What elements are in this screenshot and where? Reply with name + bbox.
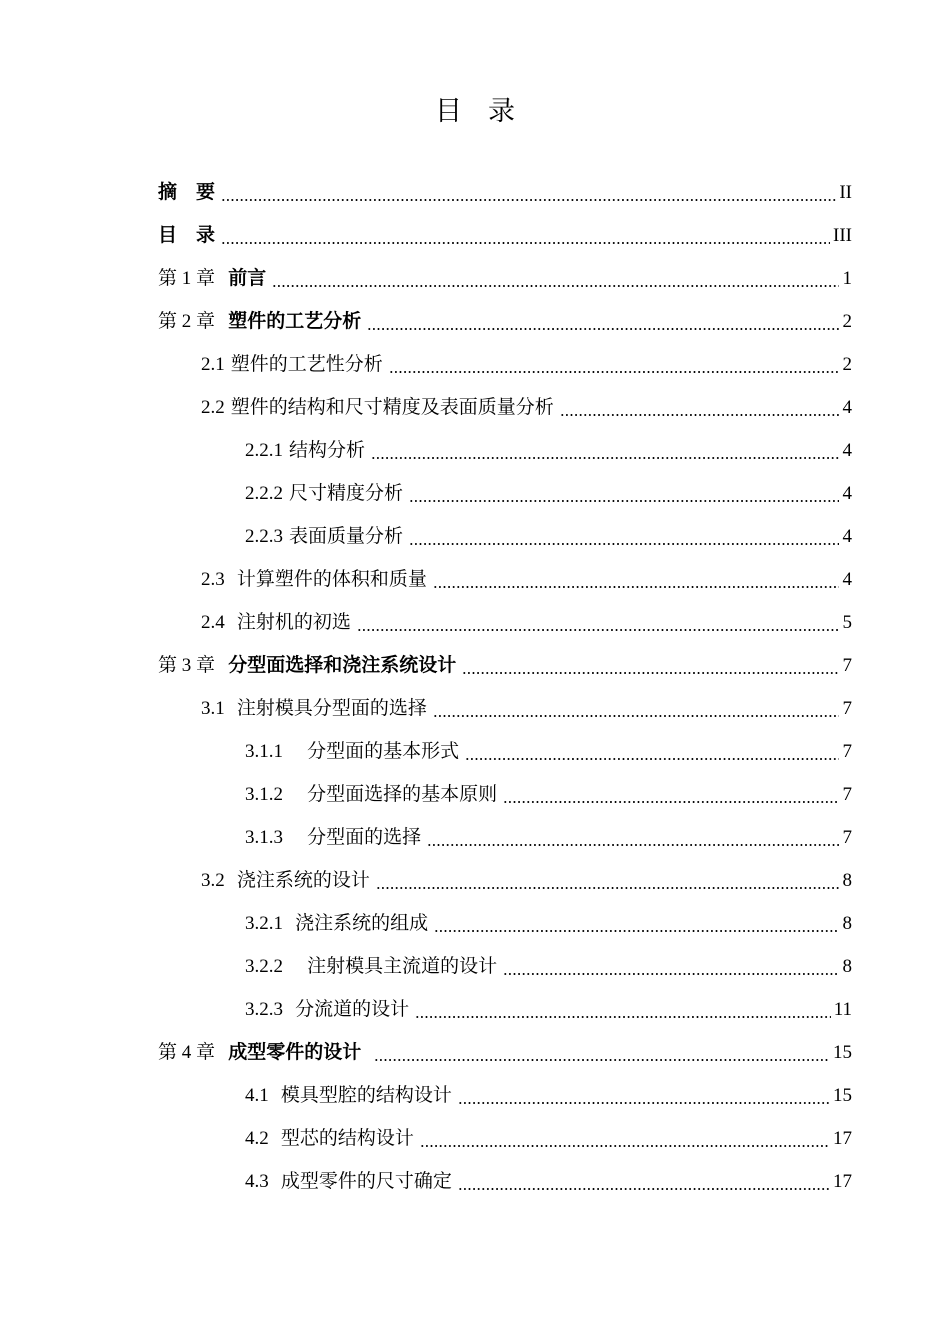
toc-entry-number: 3.2.2: [245, 956, 283, 977]
toc-entry[interactable]: [0, 816, 950, 859]
toc-entry-title: [245, 1117, 414, 1160]
toc-dot-leader: [374, 1059, 830, 1061]
toc-dot-leader: [433, 586, 839, 588]
toc-entry-title: [245, 429, 365, 472]
toc-page-number: 4: [842, 569, 852, 590]
toc-entry[interactable]: [0, 1117, 950, 1160]
toc-entry-label: 塑件的工艺性分析: [224, 353, 383, 375]
toc-entry-title: [245, 816, 421, 859]
toc-entry[interactable]: [0, 300, 950, 343]
toc-entry-number: 2.4: [201, 612, 225, 633]
toc-entry-number: 第 4 章: [158, 1042, 216, 1063]
toc-entry-number: 2.2.3: [245, 526, 283, 547]
page-title: [0, 92, 950, 132]
toc-page-number: 15: [833, 1085, 852, 1106]
toc-entry-title: [245, 730, 459, 773]
toc-entry-title: [245, 472, 403, 515]
toc-entry-label: 成型零件的设计: [215, 1041, 368, 1063]
toc-dot-leader: [503, 973, 839, 975]
toc-dot-leader: [272, 285, 839, 287]
toc-dot-leader: [415, 1016, 831, 1018]
toc-entry-label: 分型面的选择: [283, 826, 422, 848]
toc-entry[interactable]: [0, 687, 950, 730]
toc-entry[interactable]: [0, 1031, 950, 1074]
toc-dot-leader: [409, 543, 839, 545]
toc-dot-leader: [433, 715, 839, 717]
toc-entry-number: 3.1.3: [245, 827, 283, 848]
toc-entry-label: 塑件的结构和尺寸精度及表面质量分析: [224, 396, 554, 418]
toc-entry[interactable]: [0, 257, 950, 300]
toc-entry[interactable]: [0, 859, 950, 902]
toc-dot-leader: [465, 758, 839, 760]
toc-dot-leader: [462, 672, 839, 674]
toc-page-number: 4: [842, 526, 852, 547]
toc-entry-number: 3.2: [201, 870, 225, 891]
toc-entry-number: 2.1: [201, 354, 225, 375]
toc-entry-title: [158, 300, 361, 343]
toc-entry[interactable]: [0, 386, 950, 429]
toc-entry-title: [201, 687, 427, 730]
toc-entry-label: 摘 要: [158, 181, 216, 203]
toc-entry-title: [245, 1160, 452, 1203]
toc-page-number: 7: [842, 655, 852, 676]
toc-entry[interactable]: [0, 988, 950, 1031]
toc-page-number: 1: [842, 268, 852, 289]
toc-entry-title: [245, 773, 497, 816]
toc-entry-label: 前言: [215, 267, 267, 289]
toc-page-number: 2: [842, 354, 852, 375]
toc-dot-leader: [503, 801, 839, 803]
toc-dot-leader: [560, 414, 839, 416]
toc-page-number: 2: [842, 311, 852, 332]
toc-dot-leader: [427, 844, 839, 846]
toc-entry[interactable]: [0, 945, 950, 988]
toc-entry-number: 2.3: [201, 569, 225, 590]
toc-entry[interactable]: [0, 730, 950, 773]
toc-entry[interactable]: [0, 515, 950, 558]
toc-entry-title: [158, 1031, 368, 1074]
toc-entry-title: [201, 558, 427, 601]
toc-entry-label: 注射机的初选: [224, 611, 351, 633]
toc-dot-leader: [409, 500, 839, 502]
toc-entry-title: [201, 386, 554, 429]
toc-entry[interactable]: [0, 343, 950, 386]
toc-entry[interactable]: [0, 773, 950, 816]
toc-page-number: 4: [842, 440, 852, 461]
table-of-contents: [0, 171, 950, 1203]
toc-entry-number: 第 1 章: [158, 268, 216, 289]
toc-dot-leader: [420, 1145, 830, 1147]
toc-page-number: 15: [833, 1042, 852, 1063]
toc-entry-label: 分型面的基本形式: [283, 740, 460, 762]
toc-entry-title: [245, 1074, 452, 1117]
toc-entry-label: 浇注系统的组成: [283, 912, 429, 934]
toc-entry[interactable]: [0, 644, 950, 687]
toc-entry[interactable]: [0, 1074, 950, 1117]
toc-entry-label: 计算塑件的体积和质量: [224, 568, 427, 590]
toc-entry-label: 注射模具主流道的设计: [283, 955, 498, 977]
toc-dot-leader: [434, 930, 839, 932]
toc-entry-label: 分型面选择的基本原则: [283, 783, 498, 805]
toc-entry-label: 成型零件的尺寸确定: [268, 1170, 452, 1192]
toc-page-number: III: [833, 225, 852, 246]
toc-entry-label: 塑件的工艺分析: [215, 310, 362, 332]
toc-entry-number: 2.2.1: [245, 440, 283, 461]
toc-entry-label: 分流道的设计: [283, 998, 410, 1020]
toc-entry[interactable]: [0, 214, 950, 257]
toc-page-number: 17: [833, 1128, 852, 1149]
toc-entry[interactable]: [0, 171, 950, 214]
toc-entry-title: [158, 214, 215, 257]
toc-page-number: 8: [842, 956, 852, 977]
toc-entry-title: [245, 902, 428, 945]
toc-dot-leader: [221, 242, 830, 244]
toc-page-number: 8: [842, 870, 852, 891]
toc-entry-label: 分型面选择和浇注系统设计: [215, 654, 457, 676]
toc-entry-label: 浇注系统的设计: [224, 869, 370, 891]
toc-entry-title: [245, 945, 497, 988]
toc-entry-number: 2.2.2: [245, 483, 283, 504]
toc-dot-leader: [357, 629, 839, 631]
toc-dot-leader: [389, 371, 839, 373]
toc-page-number: 5: [842, 612, 852, 633]
toc-page-number: 4: [842, 483, 852, 504]
toc-page-number: 8: [842, 913, 852, 934]
toc-entry-number: 3.1.1: [245, 741, 283, 762]
toc-dot-leader: [221, 199, 836, 201]
toc-entry-label: 型芯的结构设计: [268, 1127, 414, 1149]
toc-page-number: 7: [842, 741, 852, 762]
toc-entry[interactable]: [0, 601, 950, 644]
toc-entry-number: 4.2: [245, 1128, 269, 1149]
toc-entry-title: [201, 343, 383, 386]
toc-dot-leader: [458, 1188, 830, 1190]
toc-entry-number: 3.1.2: [245, 784, 283, 805]
toc-entry-label: 目 录: [158, 224, 216, 246]
toc-entry-label: 结构分析: [283, 439, 366, 461]
toc-entry-label: 模具型腔的结构设计: [268, 1084, 452, 1106]
toc-entry-label: 表面质量分析: [283, 525, 404, 547]
toc-entry-number: 3.2.3: [245, 999, 283, 1020]
toc-dot-leader: [458, 1102, 830, 1104]
toc-entry-number: 4.3: [245, 1171, 269, 1192]
toc-page-number: 7: [842, 784, 852, 805]
toc-entry-label: 尺寸精度分析: [283, 482, 404, 504]
toc-entry-label: 注射模具分型面的选择: [224, 697, 427, 719]
toc-entry[interactable]: [0, 558, 950, 601]
toc-entry[interactable]: [0, 472, 950, 515]
toc-page-number: II: [839, 182, 852, 203]
page-title-char-1: 目: [435, 96, 462, 127]
toc-entry-title: [158, 257, 266, 300]
toc-entry[interactable]: [0, 429, 950, 472]
toc-entry-title: [201, 601, 351, 644]
page-title-char-2: 录: [488, 96, 515, 127]
toc-entry-title: [245, 515, 403, 558]
toc-page-number: 7: [842, 827, 852, 848]
toc-dot-leader: [376, 887, 839, 889]
toc-page-number: 11: [833, 999, 852, 1020]
toc-dot-leader: [367, 328, 839, 330]
toc-entry[interactable]: [0, 1160, 950, 1203]
toc-entry-number: 第 2 章: [158, 311, 216, 332]
toc-entry-number: 第 3 章: [158, 655, 216, 676]
toc-entry-title: [201, 859, 370, 902]
toc-entry-title: [158, 644, 456, 687]
toc-page-number: 4: [842, 397, 852, 418]
toc-page-number: 17: [833, 1171, 852, 1192]
toc-dot-leader: [371, 457, 839, 459]
toc-entry-number: 3.2.1: [245, 913, 283, 934]
toc-entry-number: 3.1: [201, 698, 225, 719]
toc-entry-number: 4.1: [245, 1085, 269, 1106]
toc-entry[interactable]: [0, 902, 950, 945]
toc-entry-title: [158, 171, 215, 214]
toc-entry-number: 2.2: [201, 397, 225, 418]
toc-entry-title: [245, 988, 409, 1031]
toc-page-number: 7: [842, 698, 852, 719]
